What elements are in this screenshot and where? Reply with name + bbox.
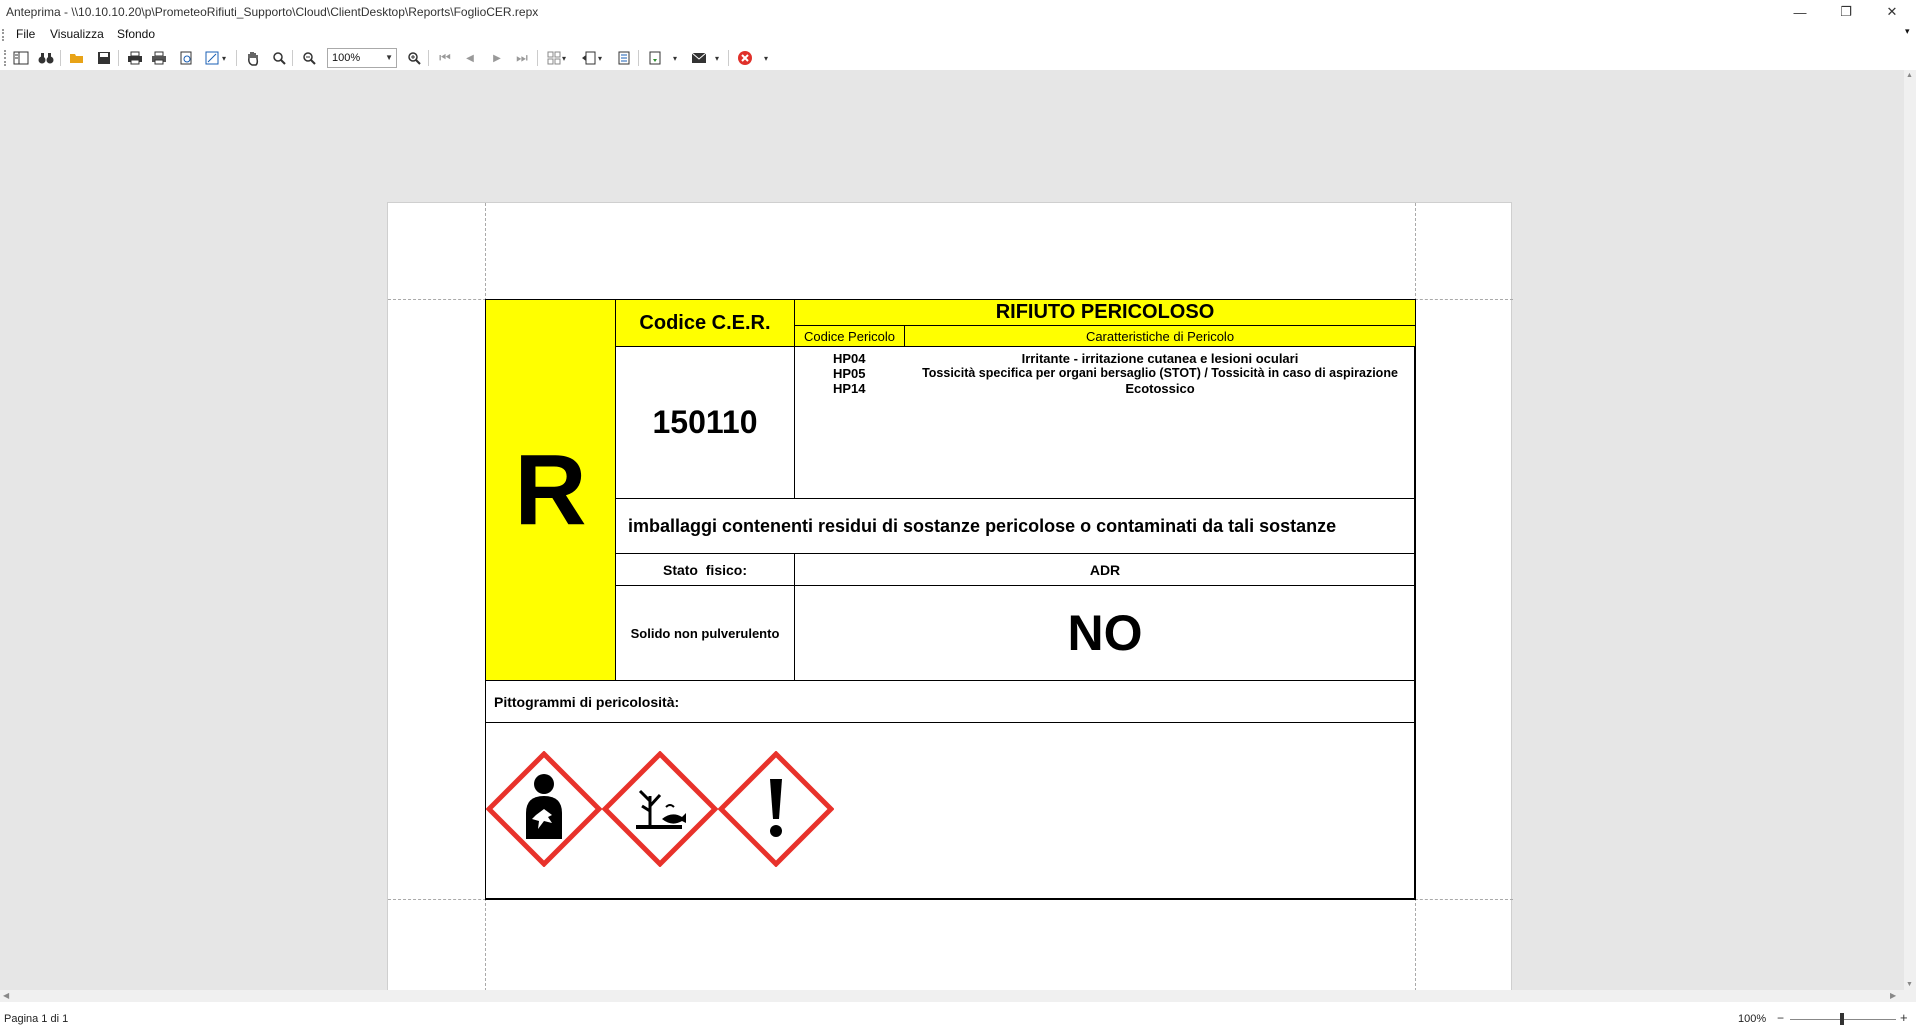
hazard-list (795, 351, 1415, 396)
chevron-down-icon[interactable]: ▾ (597, 53, 602, 63)
stato-fisico-value-cell (615, 585, 795, 681)
exclamation-hazard-icon (718, 751, 834, 867)
chevron-down-icon[interactable]: ▾ (561, 53, 566, 63)
zoom-out-icon[interactable] (300, 49, 318, 67)
watermark-icon[interactable] (615, 49, 633, 67)
col-codice-pericolo: Codice Pericolo (803, 328, 896, 344)
hazard-desc: Irritante - irritazione cutanea e lesioni oculari (1021, 351, 1299, 366)
binoculars-icon[interactable] (37, 49, 55, 67)
pittogrammi-label: Pittogrammi di pericolosità: (494, 693, 680, 710)
toolbar (0, 46, 1916, 70)
status-bar (0, 1002, 1916, 1029)
window-title: Anteprima - \\10.10.10.20\p\PrometeoRifiuti_Supporto\Cloud\ClientDesktop\Reports\FoglioCER.repx (6, 5, 539, 19)
report-page (387, 202, 1512, 1000)
magnifier-icon[interactable] (270, 49, 288, 67)
cer-header-cell (615, 299, 795, 347)
hazard-desc: Tossicità specifica per organi bersaglio (STOT) / Tossicità in caso di aspirazione (922, 366, 1398, 380)
hazard-desc: Ecotossico (1125, 381, 1195, 396)
last-page-icon[interactable]: ⏭ (516, 50, 528, 65)
toolbar-separator (118, 50, 119, 66)
cer-header: Codice C.E.R. (639, 311, 771, 334)
previous-page-icon[interactable]: ◀ (466, 52, 474, 64)
menu-file[interactable]: File (16, 27, 36, 41)
restore-icon: ❐ (1840, 4, 1852, 19)
save-icon[interactable] (95, 49, 113, 67)
rifiuto-header-cell (794, 299, 1416, 326)
minimize-icon: — (1793, 4, 1807, 20)
scroll-down-icon[interactable]: ▼ (1906, 981, 1913, 988)
chevron-down-icon: ▼ (385, 53, 393, 62)
zoom-percent: 100% (1738, 1013, 1767, 1025)
description: imballaggi contenenti residui di sostanze pericolose o contaminati da tali sostanze (628, 515, 1337, 536)
toolbar-separator (728, 50, 729, 66)
zoom-select-value: 100% (332, 52, 361, 64)
toolbar-grip (4, 50, 6, 66)
next-page-icon[interactable]: ▶ (493, 52, 501, 64)
cer-code: 150110 (652, 404, 758, 440)
zoom-slider-thumb[interactable] (1840, 1013, 1844, 1025)
zoom-select[interactable] (327, 48, 397, 68)
adr-value: NO (1067, 605, 1143, 661)
hazard-code: HP14 (833, 381, 866, 396)
document-map-icon[interactable] (12, 49, 30, 67)
scroll-right-icon[interactable]: ▶ (1890, 991, 1897, 1000)
email-icon[interactable] (690, 49, 708, 67)
minimize-button[interactable] (1777, 0, 1823, 24)
col-caratteristiche-cell (904, 325, 1416, 347)
hazard-row (795, 351, 1415, 366)
print-icon[interactable] (126, 49, 144, 67)
menu-sfondo[interactable]: Sfondo (117, 27, 156, 41)
big-letter-cell (485, 299, 616, 681)
close-icon: ✕ (1886, 4, 1898, 19)
pittogrammi-label-cell (485, 680, 1416, 723)
zoom-in-icon[interactable] (405, 49, 423, 67)
menu-bar (0, 24, 1916, 46)
title-bar (0, 0, 1916, 24)
page-setup-icon[interactable] (177, 49, 195, 67)
toolbar-separator (428, 50, 429, 66)
quick-print-icon[interactable] (150, 49, 168, 67)
close-window-button[interactable] (1869, 0, 1915, 24)
vertical-scrollbar[interactable] (1904, 70, 1916, 990)
scroll-left-icon[interactable]: ◀ (3, 991, 10, 1000)
environment-hazard-icon (602, 751, 718, 867)
hazard-code: HP04 (833, 351, 866, 366)
first-page-icon[interactable]: ⏮ (439, 50, 451, 65)
cer-code-cell (615, 346, 795, 499)
chevron-down-icon[interactable]: ▾ (1905, 26, 1910, 36)
open-icon[interactable] (68, 49, 86, 67)
toolbar-separator (60, 50, 61, 66)
hazard-row (795, 366, 1415, 381)
waste-label (485, 299, 1415, 899)
stato-fisico-value: Solido non pulverulento (630, 625, 780, 641)
zoom-minus-button[interactable]: − (1777, 1011, 1785, 1025)
chevron-down-icon[interactable]: ▾ (714, 53, 719, 63)
menu-visualizza[interactable]: Visualizza (50, 27, 104, 41)
chevron-down-icon[interactable]: ▾ (672, 53, 677, 63)
rifiuto-header: RIFIUTO PERICOLOSO (995, 301, 1215, 323)
big-letter: R (514, 433, 587, 546)
description-cell (615, 498, 1416, 554)
health-hazard-icon (486, 751, 602, 867)
zoom-plus-button[interactable]: + (1900, 1010, 1908, 1025)
scale-dropdown-icon[interactable]: ▾ (221, 53, 226, 63)
scroll-up-icon[interactable]: ▲ (1906, 72, 1913, 79)
close-preview-icon[interactable] (736, 49, 754, 67)
col-codice-pericolo-cell (794, 325, 905, 347)
toolbar-separator (292, 50, 293, 66)
pictograms-cell (485, 722, 1416, 900)
restore-button[interactable] (1823, 0, 1869, 24)
hazard-code: HP05 (833, 366, 866, 381)
adr-value-cell (794, 585, 1416, 681)
toolbar-separator (537, 50, 538, 66)
stato-fisico-label-cell (615, 553, 795, 586)
preview-canvas (0, 70, 1904, 990)
toolbar-separator (236, 50, 237, 66)
hazard-list-cell (794, 346, 1416, 499)
page-info: Pagina 1 di 1 (4, 1013, 69, 1025)
export-icon[interactable] (646, 49, 664, 67)
toolbar-separator (638, 50, 639, 66)
horizontal-scrollbar[interactable] (0, 990, 1916, 1002)
hand-icon[interactable] (244, 49, 262, 67)
col-caratteristiche: Caratteristiche di Pericolo (1085, 328, 1235, 344)
adr-label: ADR (1089, 561, 1121, 578)
stato-fisico-label: Stato fisico: (662, 561, 747, 578)
menu-grip (2, 29, 4, 41)
chevron-down-icon[interactable]: ▾ (763, 53, 768, 63)
adr-label-cell (794, 553, 1416, 586)
hazard-row (795, 381, 1415, 396)
